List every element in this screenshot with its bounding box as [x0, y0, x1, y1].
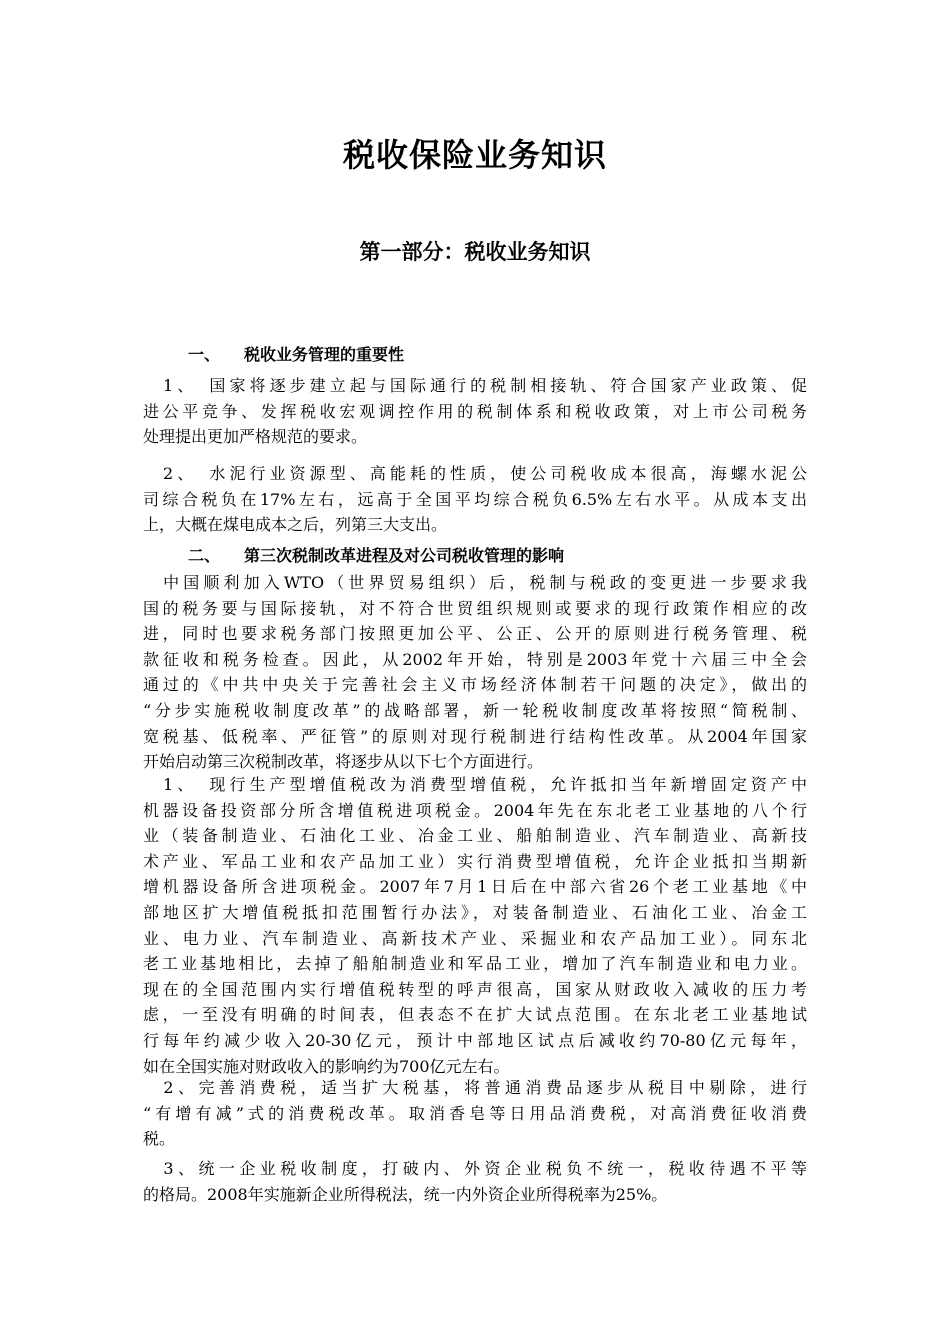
text-line: 机器设备投资部分所含增值税进项税金。2004年先在东北老工业基地的八个行: [143, 800, 807, 820]
text-line: 通过的《中共中央关于完善社会主义市场经济体制若干问题的决定》，做出的: [143, 675, 807, 695]
text-line: 国的税务要与国际接轨，对不符合世贸组织规则或要求的现行政策作相应的改: [143, 598, 807, 618]
text-line: 虑，一至没有明确的时间表，但表态不在扩大试点范围。在东北老工业基地试: [143, 1005, 807, 1025]
text-line: “有增有减”式的消费税改革。取消香皂等日用品消费税，对高消费征收消费: [143, 1103, 807, 1123]
text-line: 2、完善消费税，适当扩大税基，将普通消费品逐步从税目中剔除，进行: [143, 1078, 807, 1097]
text-line: 处理提出更加严格规范的要求。: [143, 427, 368, 447]
text-line: 的格局。2008年实施新企业所得税法，统一内外资企业所得税率为25%。: [143, 1184, 668, 1204]
text-line: 进，同时也要求税务部门按照更加公平、公正、公开的原则进行税务管理、税: [143, 624, 807, 644]
text-line: 术产业、军品工业和农产品加工业）实行消费型增值税，允许企业抵扣当期新: [143, 851, 807, 871]
text-line: 3、统一企业税收制度，打破内、外资企业税负不统一，税收待遇不平等: [143, 1159, 807, 1178]
section-heading-text: 第三次税制改革进程及对公司税收管理的影响: [244, 546, 565, 565]
text-line: 税。: [143, 1129, 176, 1149]
text-line: 现在的全国范围内实行增值税转型的呼声很高，国家从财政收入减收的压力考: [143, 979, 807, 999]
text-line: 进公平竞争、发挥税收宏观调控作用的税制体系和税收政策，对上市公司税务: [143, 401, 807, 421]
paragraph-6: [143, 1156, 807, 1207]
text-line: 1、 国家将逐步建立起与国际通行的税制相接轨、符合国家产业政策、促: [143, 376, 807, 395]
document-title: 税收保险业务知识: [342, 136, 607, 174]
paragraph-3: [143, 570, 807, 775]
paragraph-5: [143, 1075, 807, 1152]
section-heading-text: 税收业务管理的重要性: [244, 345, 405, 364]
text-line: 业（装备制造业、石油化工业、冶金工业、船舶制造业、汽车制造业、高新技: [143, 826, 807, 846]
part-title: 第一部分：税收业务知识: [359, 240, 591, 264]
text-line: 款征收和税务检查。因此，从2002年开始，特别是2003年党十六届三中全会: [143, 649, 807, 669]
text-line: 上，大概在煤电成本之后，列第三大支出。: [143, 515, 448, 535]
text-line: 如在全国实施对财政收入的影响约为700亿元左右。: [143, 1056, 510, 1076]
section-number: 二、: [188, 546, 221, 565]
paragraph-4: [143, 772, 807, 1079]
section-heading-1: [188, 342, 404, 365]
text-line: 2、 水泥行业资源型、高能耗的性质，使公司税收成本很高，海螺水泥公: [143, 464, 807, 483]
text-line: 中国顺利加入WTO（世界贸易组织）后，税制与税政的变更进一步要求我: [143, 573, 807, 592]
text-line: 部地区扩大增值税抵扣范围暂行办法》，对装备制造业、石油化工业、冶金工: [143, 902, 807, 922]
text-line: 司综合税负在17%左右，远高于全国平均综合税负6.5%左右水平。从成本支出: [143, 489, 807, 509]
text-line: 老工业基地相比，去掉了船舶制造业和军品工业，增加了汽车制造业和电力业。: [143, 954, 807, 974]
text-line: 业、电力业、汽车制造业、高新技术产业、采掘业和农产品加工业）。同东北: [143, 928, 807, 948]
text-line: 行每年约减少收入20-30亿元，预计中部地区试点后减收约70-80亿元每年，: [143, 1030, 807, 1050]
section-number: 一、: [188, 345, 221, 364]
text-line: 宽税基、低税率、严征管”的原则对现行税制进行结构性改革。从2004年国家: [143, 726, 807, 746]
text-line: 增机器设备所含进项税金。2007年7月1日后在中部六省26个老工业基地《中: [143, 877, 807, 897]
paragraph-2: [143, 461, 807, 538]
text-line: “分步实施税收制度改革”的战略部署，新一轮税收制度改革将按照“简税制、: [143, 700, 807, 720]
text-line: 开始启动第三次税制改革，将逐步从以下七个方面进行。: [143, 752, 544, 772]
paragraph-1: [143, 373, 807, 450]
section-heading-2: [188, 543, 564, 566]
text-line: 1、 现行生产型增值税改为消费型增值税，允许抵扣当年新增固定资产中: [143, 775, 807, 794]
